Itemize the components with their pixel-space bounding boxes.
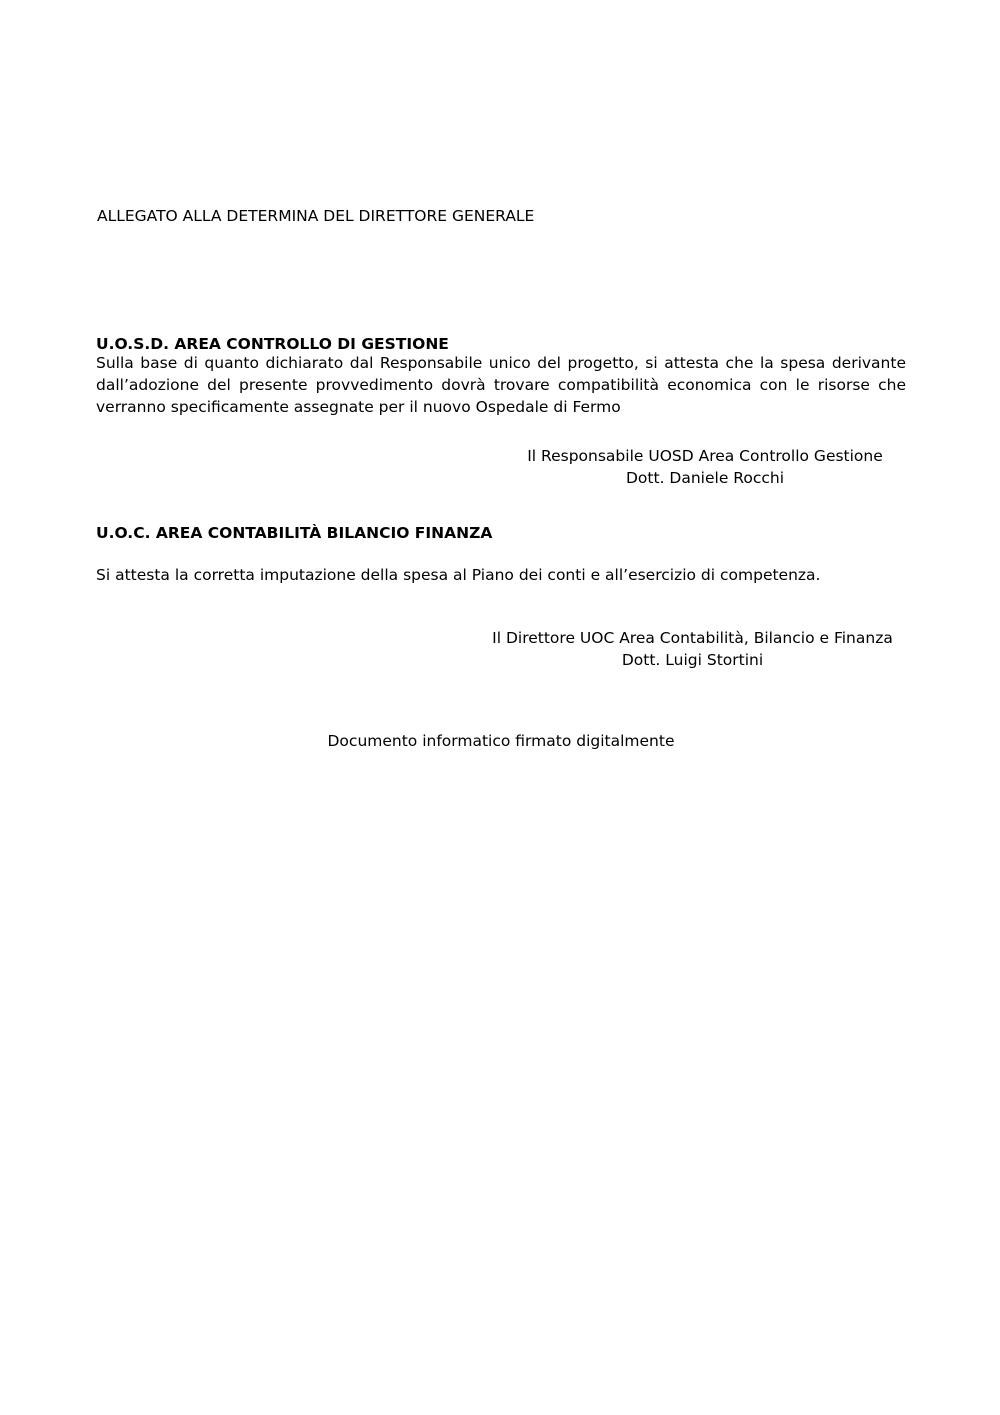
section-heading-contabilita: U.O.C. AREA CONTABILITÀ BILANCIO FINANZA: [96, 524, 493, 542]
signature-role: Il Responsabile UOSD Area Controllo Gestione: [527, 447, 883, 465]
signature-block-controllo-gestione: [500, 445, 910, 489]
signature-name: Dott. Luigi Stortini: [621, 651, 764, 669]
section-body-controllo-gestione: Sulla base di quanto dichiarato dal Responsabile unico del progetto, si attesta che la spesa derivante dall’adozione del presente provvedimento dovrà trovare compatibilità economica con le risorse che verranno specificamente assegnate per il nuovo Ospedale di Fermo: [96, 354, 906, 416]
signature-name: Dott. Daniele Rocchi: [625, 469, 785, 487]
signature-block-contabilita: [480, 627, 905, 671]
section-body-contabilita: Si attesta la corretta imputazione della spesa al Piano dei conti e all’esercizio di competenza.: [96, 566, 821, 584]
signature-role: Il Direttore UOC Area Contabilità, Bilancio e Finanza: [492, 629, 893, 647]
attachment-header-line: ALLEGATO ALLA DETERMINA DEL DIRETTORE GENERALE: [97, 207, 535, 225]
digital-signature-note: Documento informatico firmato digitalmente: [327, 732, 675, 750]
section-heading-controllo-gestione: U.O.S.D. AREA CONTROLLO DI GESTIONE: [96, 335, 449, 353]
